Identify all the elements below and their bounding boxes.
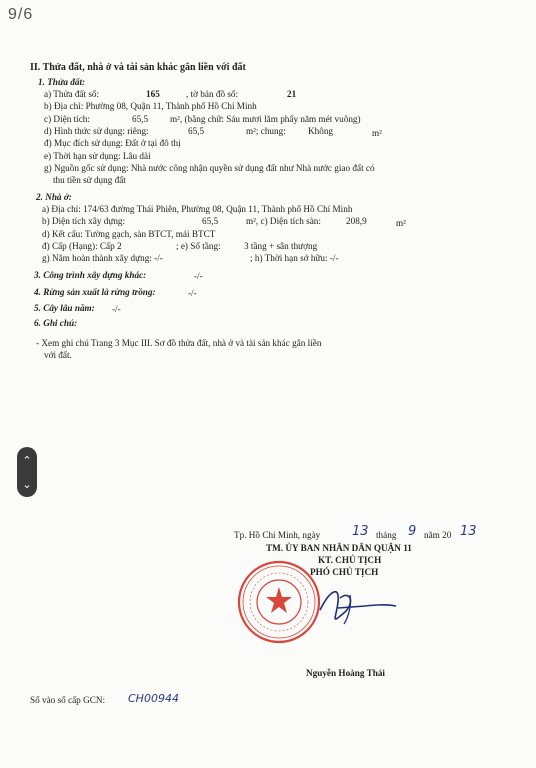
land-private-area: 65,5 — [188, 126, 205, 136]
land-address: b) Địa chỉ: Phường 08, Quận 11, Thành phố Hồ Chí Minh — [44, 101, 257, 111]
house-built-area: 65,5 — [202, 216, 219, 226]
plantation-value: -/- — [188, 288, 197, 298]
land-purpose: đ) Mục đích sử dụng: Đất ở tại đô thị — [44, 138, 181, 148]
land-common-value: Không — [308, 126, 334, 136]
house-floors: 3 tầng + sân thượng — [244, 241, 318, 251]
land-term: e) Thời hạn sử dụng: Lâu dài — [44, 151, 151, 161]
date-day: 13 — [352, 524, 369, 539]
land-a-label: a) Thửa đất số: — [44, 89, 100, 99]
date-month-label: tháng — [376, 530, 397, 540]
land-origin-line1: g) Nguồn gốc sử dụng: Nhà nước công nhận quyền sử dụng đất như Nhà nước giao đất có — [44, 163, 375, 173]
land-area-label: c) Diện tích: — [44, 114, 90, 124]
land-map-number: 21 — [287, 89, 297, 99]
signer-name: Nguyễn Hoàng Thái — [306, 668, 385, 678]
land-area-words: m², (bằng chữ: Sáu mươi lăm phẩy năm mét vuông) — [170, 114, 361, 124]
chevron-down-icon[interactable]: ⌄ — [22, 477, 32, 491]
land-common-unit: m² — [372, 128, 382, 138]
house-heading: 2. Nhà ở: — [36, 192, 72, 202]
authority-line1: TM. ỦY BAN NHÂN DÂN QUẬN 11 — [266, 543, 412, 553]
page-marker: 9/6 — [8, 6, 34, 23]
other-construction-heading: 3. Công trình xây dựng khác: — [34, 270, 147, 280]
house-built-area-label: b) Diện tích xây dựng: — [42, 216, 126, 226]
scroll-control[interactable] — [17, 447, 37, 497]
plantation-heading: 4. Rừng sản xuất là rừng trồng: — [34, 287, 156, 297]
official-stamp — [237, 560, 321, 644]
date-year: 13 — [460, 524, 477, 539]
notes-heading: 6. Ghi chú: — [34, 318, 78, 328]
land-area-value: 65,5 — [132, 114, 149, 124]
section-title: II. Thửa đất, nhà ở và tài sản khác gắn liền với đất — [30, 62, 246, 73]
perennial-heading: 5. Cây lâu năm: — [34, 303, 95, 313]
land-parcel-number: 165 — [146, 89, 160, 99]
authority-line3: PHÓ CHỦ TỊCH — [310, 567, 379, 577]
perennial-value: -/- — [112, 304, 121, 314]
house-grade: đ) Cấp (Hạng): Cấp 2 — [42, 241, 122, 251]
land-common-label: m²; chung: — [246, 126, 286, 136]
house-completion-year: g) Năm hoàn thành xây dựng: -/- — [42, 253, 163, 263]
house-floors-label: ; e) Số tầng: — [176, 241, 221, 251]
authority-line2: KT. CHỦ TỊCH — [318, 555, 382, 565]
handwritten-signature — [310, 580, 400, 630]
date-year-label: năm 20 — [424, 530, 452, 540]
date-prefix: Tp. Hồ Chí Minh, ngày — [234, 530, 321, 540]
date-month: 9 — [408, 524, 417, 539]
land-heading: 1. Thửa đất: — [38, 77, 86, 87]
gcn-label: Số vào sổ cấp GCN: — [30, 695, 106, 705]
house-ownership-term: ; h) Thời hạn sở hữu: -/- — [250, 253, 339, 263]
land-origin-line2: thu tiền sử dụng đất — [53, 175, 126, 185]
notes-line1: - Xem ghi chú Trang 3 Mục III. Sơ đồ thửa đất, nhà ở và tài sản khác gắn liền — [36, 338, 322, 348]
land-map-label: , tờ bản đồ số: — [186, 89, 239, 99]
house-address: a) Địa chỉ: 174/63 đường Thái Phiên, Phường 08, Quận 11, Thành phố Hồ Chí Minh — [42, 204, 353, 214]
house-floor-area: 208,9 — [346, 216, 367, 226]
chevron-up-icon[interactable]: ⌃ — [22, 453, 32, 467]
house-floor-area-label: m², c) Diện tích sàn: — [246, 216, 321, 226]
notes-line2: với đất. — [44, 350, 72, 360]
house-structure: d) Kết cấu: Tường gạch, sàn BTCT, mái BTCT — [42, 229, 216, 239]
other-construction-value: -/- — [194, 271, 203, 281]
house-floor-area-unit: m² — [396, 218, 406, 228]
gcn-number: CH00944 — [128, 692, 179, 705]
land-usage-form-label: d) Hình thức sử dụng: riêng: — [44, 126, 149, 136]
